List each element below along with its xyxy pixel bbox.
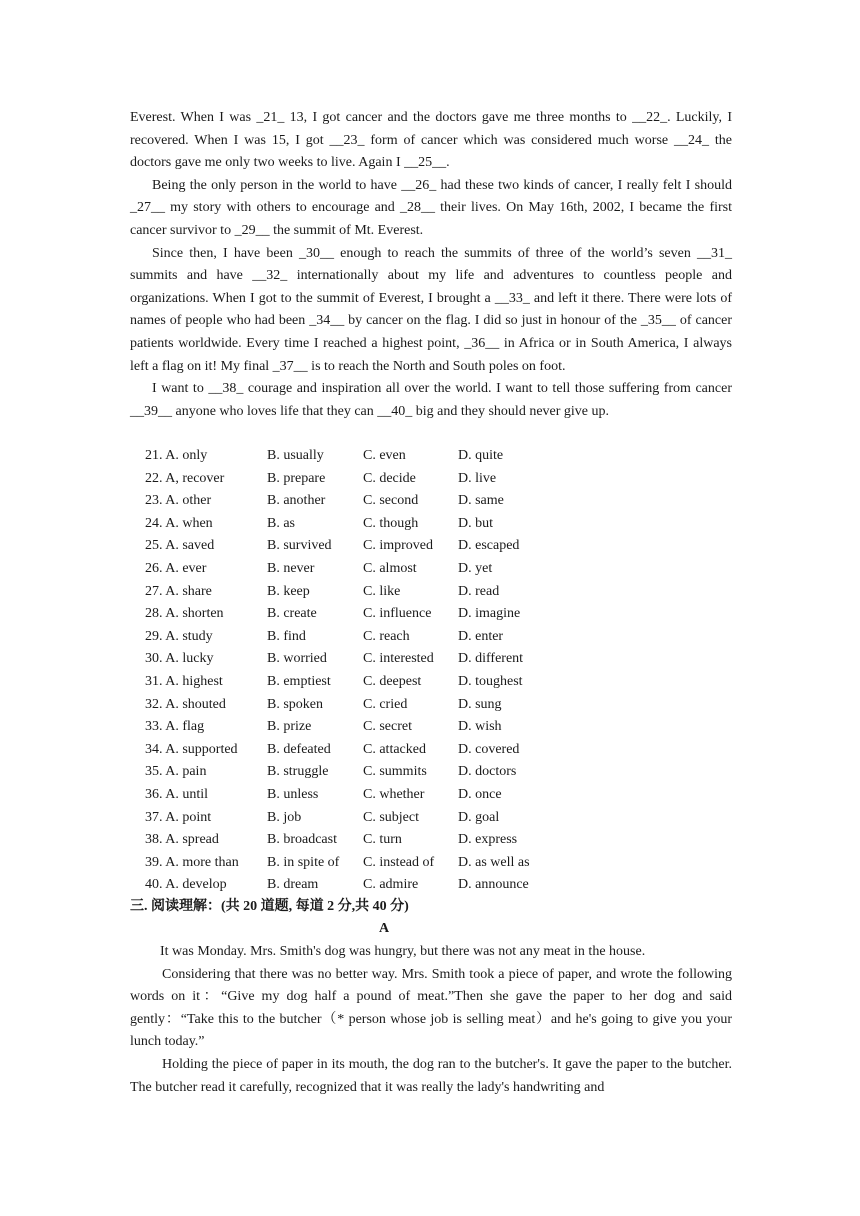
option-c: C. like bbox=[363, 583, 401, 599]
option-d: D. yet bbox=[458, 560, 493, 576]
question-row-38 bbox=[145, 829, 745, 852]
option-c: C. even bbox=[363, 448, 406, 463]
question-row-21 bbox=[145, 445, 745, 468]
option-b: B. survived bbox=[267, 538, 332, 554]
option-d: D. wish bbox=[458, 719, 502, 735]
option-d: D. covered bbox=[458, 741, 520, 757]
option-d: D. enter bbox=[458, 628, 504, 644]
option-a: 36. A. until bbox=[145, 786, 209, 802]
option-d: D. once bbox=[458, 786, 502, 802]
option-a: 31. A. highest bbox=[145, 673, 223, 689]
option-d: D. same bbox=[458, 493, 504, 509]
option-a: 34. A. supported bbox=[145, 741, 238, 757]
option-a: 27. A. share bbox=[145, 583, 212, 599]
option-b: B. unless bbox=[267, 786, 319, 802]
option-b: B. spoken bbox=[267, 696, 323, 712]
option-b: B. create bbox=[267, 606, 317, 622]
question-row-25 bbox=[145, 535, 745, 558]
option-c: C. summits bbox=[363, 764, 427, 780]
question-row-40 bbox=[145, 874, 745, 897]
reading-paragraph-3: Holding the piece of paper in its mouth, the dog ran to the butcher's. It gave the paper to the butcher. The butcher read it carefully, recognized that it was really the lady's handwriting and bbox=[130, 1056, 732, 1095]
option-d: D. express bbox=[458, 832, 518, 848]
option-c: C. whether bbox=[363, 786, 425, 802]
option-a: 25. A. saved bbox=[145, 538, 215, 554]
option-b: B. worried bbox=[267, 651, 327, 667]
question-row-28 bbox=[145, 603, 745, 626]
option-b: B. find bbox=[267, 628, 306, 644]
question-row-31 bbox=[145, 671, 745, 694]
option-a: 29. A. study bbox=[145, 628, 213, 644]
option-b: B. in spite of bbox=[267, 854, 340, 870]
option-b: B. keep bbox=[267, 583, 310, 599]
option-b: B. job bbox=[267, 809, 302, 825]
option-c: C. influence bbox=[363, 606, 432, 622]
option-b: B. dream bbox=[267, 877, 319, 893]
reading-passage-a bbox=[130, 941, 732, 1099]
option-c: C. admire bbox=[363, 877, 419, 893]
option-d: D. escaped bbox=[458, 538, 520, 554]
question-row-36 bbox=[145, 784, 745, 807]
option-a: 22. A, recover bbox=[145, 470, 225, 486]
option-a: 28. A. shorten bbox=[145, 606, 224, 622]
option-b: B. emptiest bbox=[267, 673, 331, 689]
question-row-27 bbox=[145, 581, 745, 604]
option-a: 40. A. develop bbox=[145, 877, 227, 893]
passage-label: A bbox=[379, 921, 390, 936]
option-c: C. decide bbox=[363, 470, 416, 486]
option-d: D. live bbox=[458, 470, 497, 486]
option-c: C. subject bbox=[363, 809, 419, 825]
question-row-30 bbox=[145, 648, 745, 671]
option-d: D. imagine bbox=[458, 606, 521, 622]
option-c: C. interested bbox=[363, 651, 434, 667]
option-c: C. though bbox=[363, 515, 419, 531]
option-a: 24. A. when bbox=[145, 515, 213, 531]
option-d: D. doctors bbox=[458, 764, 517, 780]
option-a: 21. A. only bbox=[145, 448, 208, 463]
option-a: 23. A. other bbox=[145, 493, 212, 509]
option-d: D. but bbox=[458, 515, 493, 531]
option-b: B. another bbox=[267, 493, 326, 509]
option-c: C. deepest bbox=[363, 673, 422, 689]
section-heading: 三. 阅读理解：(共 20 道题, 每道 2 分,共 40 分) bbox=[130, 899, 409, 914]
option-b: B. usually bbox=[267, 448, 324, 463]
passage-paragraph-4: I want to __38_ courage and inspiration all over the world. I want to tell those suffering from cancer __39__ anyone who loves life that they can __40_ big and they should never give up. bbox=[130, 381, 732, 419]
option-a: 30. A. lucky bbox=[145, 651, 214, 667]
option-d: D. sung bbox=[458, 696, 502, 712]
option-d: D. different bbox=[458, 651, 524, 667]
option-b: B. as bbox=[267, 515, 295, 531]
cloze-passage bbox=[130, 107, 732, 423]
question-row-23 bbox=[145, 490, 745, 513]
question-row-34 bbox=[145, 739, 745, 762]
option-b: B. prize bbox=[267, 719, 312, 735]
option-d: D. as well as bbox=[458, 854, 530, 870]
option-c: C. cried bbox=[363, 696, 408, 712]
option-a: 35. A. pain bbox=[145, 764, 207, 780]
option-c: C. instead of bbox=[363, 854, 435, 870]
option-d: D. read bbox=[458, 583, 500, 599]
option-d: D. toughest bbox=[458, 673, 523, 689]
passage-paragraph-3: Since then, I have been _30__ enough to reach the summits of three of the world’s seven __31_ summits and have __32_ internationally about my life and adventures to countless people and organizations. When I got to the summit of Everest, I brought a __33_ and left it there. There were lots of names of people who had been _34__ by cancer on the flag. I did so just in honour of the _35__ of cancer patients worldwide. Every time I reached a highest point, _36__ in Africa or in South America, I always left a flag on it! My final _37__ is to reach the North and South poles on foot. bbox=[130, 245, 732, 374]
option-b: B. struggle bbox=[267, 764, 329, 780]
option-c: C. improved bbox=[363, 538, 433, 554]
option-b: B. prepare bbox=[267, 470, 326, 486]
option-c: C. second bbox=[363, 493, 419, 509]
option-c: C. reach bbox=[363, 628, 410, 644]
option-c: C. turn bbox=[363, 832, 402, 848]
question-row-26 bbox=[145, 558, 745, 581]
option-c: C. attacked bbox=[363, 741, 426, 757]
option-b: B. broadcast bbox=[267, 832, 337, 848]
answer-options-list bbox=[145, 445, 745, 897]
option-b: B. never bbox=[267, 560, 315, 576]
option-b: B. defeated bbox=[267, 741, 331, 757]
option-a: 26. A. ever bbox=[145, 560, 207, 576]
question-row-22 bbox=[145, 468, 745, 491]
question-row-33 bbox=[145, 716, 745, 739]
option-d: D. goal bbox=[458, 809, 500, 825]
option-c: C. almost bbox=[363, 560, 417, 576]
option-d: D. announce bbox=[458, 877, 529, 893]
question-row-24 bbox=[145, 513, 745, 536]
question-row-32 bbox=[145, 694, 745, 717]
option-a: 38. A. spread bbox=[145, 832, 219, 848]
option-d: D. quite bbox=[458, 448, 504, 463]
question-row-29 bbox=[145, 626, 745, 649]
option-a: 32. A. shouted bbox=[145, 696, 226, 712]
reading-paragraph-1: It was Monday. Mrs. Smith's dog was hungry, but there was not any meat in the house. bbox=[160, 944, 646, 959]
question-row-39 bbox=[145, 852, 745, 875]
passage-paragraph-2: Being the only person in the world to have __26_ had these two kinds of cancer, I really felt I should _27__ my story with others to encourage and _28__ their lives. On May 16th, 2002, I became the first cancer survivor to _29__ the summit of Mt. Everest. bbox=[130, 177, 732, 238]
question-row-37 bbox=[145, 807, 745, 830]
option-c: C. secret bbox=[363, 719, 412, 735]
reading-paragraph-2: Considering that there was no better way. Mrs. Smith took a piece of paper, and wrote the following words on it：“Give my dog half a pound of meat.”Then she gave the paper to her dog and said gently：“Take this to the butcher（* person whose job is selling meat）and he's going to give you your lunch today.” bbox=[130, 966, 732, 1050]
passage-paragraph-1: Everest. When I was _21_ 13, I got cancer and the doctors gave me three months to __22_. Luckily, I recovered. When I was 15, I got __23_ form of cancer which was considered much worse __24_ the doctors gave me only two weeks to live. Again I __25__. bbox=[130, 110, 732, 171]
option-a: 33. A. flag bbox=[145, 719, 205, 735]
option-a: 37. A. point bbox=[145, 809, 212, 825]
option-a: 39. A. more than bbox=[145, 854, 239, 870]
question-row-35 bbox=[145, 761, 745, 784]
